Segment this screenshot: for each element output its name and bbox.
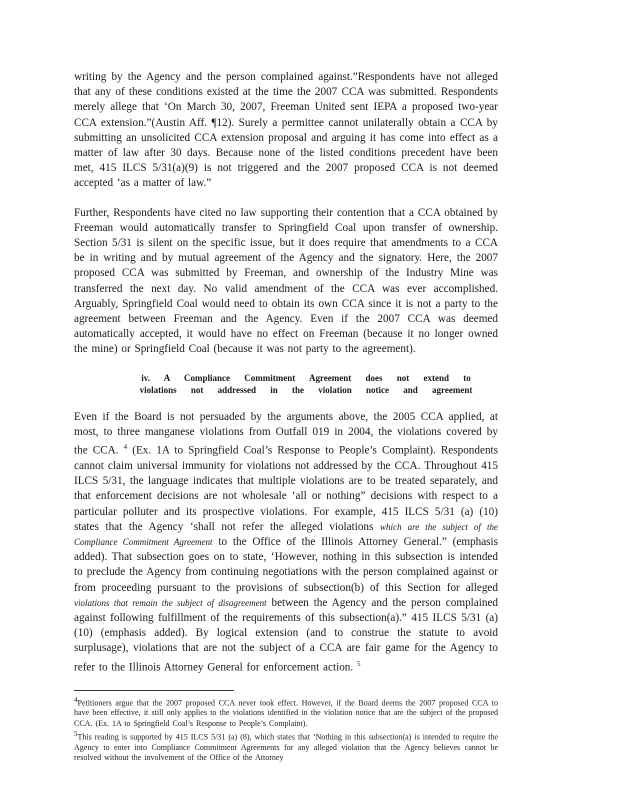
- paragraph-2: Further, Respondents have cited no law supporting their contention that a CCA obtained by Freeman would automatically transfer to Springfield Coal upon transfer of ownership. Section 5/31 is silent on the specific issue, but it does require that amendments to a CCA be in writing and by mutual agreement of the Agency and the signatory. Here, the 2007 proposed CCA was submitted by Freeman, and ownership of the Industry Mine was transferred the next day. No valid amendment of the CCA was ever accomplished. Arguably, Springfield Coal would need to obtain its own CCA since it is not a party to the agreement between Freeman and the Agency. Even if the 2007 CCA was deemed automatically accepted, it would have no effect on Freeman (because it no longer owned the mine) or Springfield Coal (because it was not party to the agreement).: [74, 206, 498, 356]
- footnote-4-text: Petitioners argue that the 2007 proposed CCA never took effect. However, if the Board deems the 2007 proposed CCA to have been effective, it still only applies to the violations identified in the violation notice that are the subject of the proposed CCA. (Ex. 1A to Springfield Coal’s Response to People’s Complaint).: [74, 698, 498, 728]
- section-heading: [74, 372, 498, 396]
- paragraph-3-text-d: between the Agency and the person complained against following fulfillment of the requirements of this subsection(a).” 415 ILCS 5/31 (a) (10) (emphasis added). By logical extension (and to construe the statute to avoid surplusage), violations that are not the subject of a CCA are fair game for the Agency to refer to the Illinois Attorney General for enforcement action.: [74, 596, 498, 674]
- paragraph-1: writing by the Agency and the person complained against.”Respondents have not alleged that any of these conditions existed at the time the 2007 CCA was submitted. Respondents merely allege that ‘On March 30, 2007, Freeman United sent IEPA a proposed two-year CCA extension.”(Austin Aff. ¶12). Surely a permittee cannot unilaterally obtain a CCA by submitting an unsolicited CCA extension proposal and arguing it has come into effect as a matter of law after 30 days. Because none of the listed conditions precedent have been met, 415 ILCS 5/31(a)(9) is not triggered and the 2007 proposed CCA is not deemed accepted ‘as a matter of law.”: [74, 71, 498, 190]
- footnote-5-text: This reading is supported by 415 ILCS 5/31 (a) (8), which states that ‘Nothing in this subsection(a) is intended to require the Agency to enter into Compliance Commitment Agreements for any alleged violation that the Agency believes cannot be resolved without the involvement of the Office of the Attorney: [74, 732, 498, 762]
- emphasis-text-1: which are the subject of the Compliance Commitment Agreement: [74, 521, 498, 548]
- section-heading-line-2: violations not addressed in the violation notice and agreement: [139, 384, 473, 395]
- footnote-5: [74, 729, 498, 763]
- footnote-5-number: 5: [74, 729, 78, 738]
- footnote-divider: [74, 690, 234, 691]
- document-page: [74, 70, 498, 763]
- footnote-4-number: 4: [74, 695, 78, 704]
- paragraph-3-text-a: Even if the Board is not persuaded by the arguments above, the 2005 CCA applied, at most, to three manganese violations from Outfall 019 in 2004, the violations covered by the CCA.: [74, 410, 498, 457]
- footnote-4: [74, 695, 498, 729]
- footnote-ref-5: 5: [356, 659, 361, 668]
- paragraph-3-text-c: to the Office of the Illinois Attorney General.” (emphasis added). That subsection goes on to state, ‘However, nothing in this subsection is intended to preclude the Agency from continuing negotiations with the person complained against or from proceeding pursuant to the provisions of subsection(b) of this Section for alleged: [74, 536, 498, 594]
- footnotes: [74, 695, 498, 764]
- paragraph-3: [74, 410, 498, 676]
- paragraph-3-text-b: (Ex. 1A to Springfield Coal’s Response to People’s Complaint). Respondents cannot claim universal immunity for violations not addressed by the CCA. Throughout 415 ILCS 5/31, the language indicates that multiple violations are to be treated separately, and that enforcement decisions are not wholesale ‘all or nothing” decisions with respect to a particular polluter and its prospective violations. For example, 415 ILCS 5/31 (a) (10) states that the Agency ‘shall not refer the alleged violations: [74, 444, 499, 533]
- footnote-ref-4: 4: [123, 443, 128, 452]
- section-heading-line-1: iv. A Compliance Commitment Agreement does not extend to: [141, 372, 471, 383]
- emphasis-text-2: violations that remain the subject of disagreement: [74, 597, 267, 608]
